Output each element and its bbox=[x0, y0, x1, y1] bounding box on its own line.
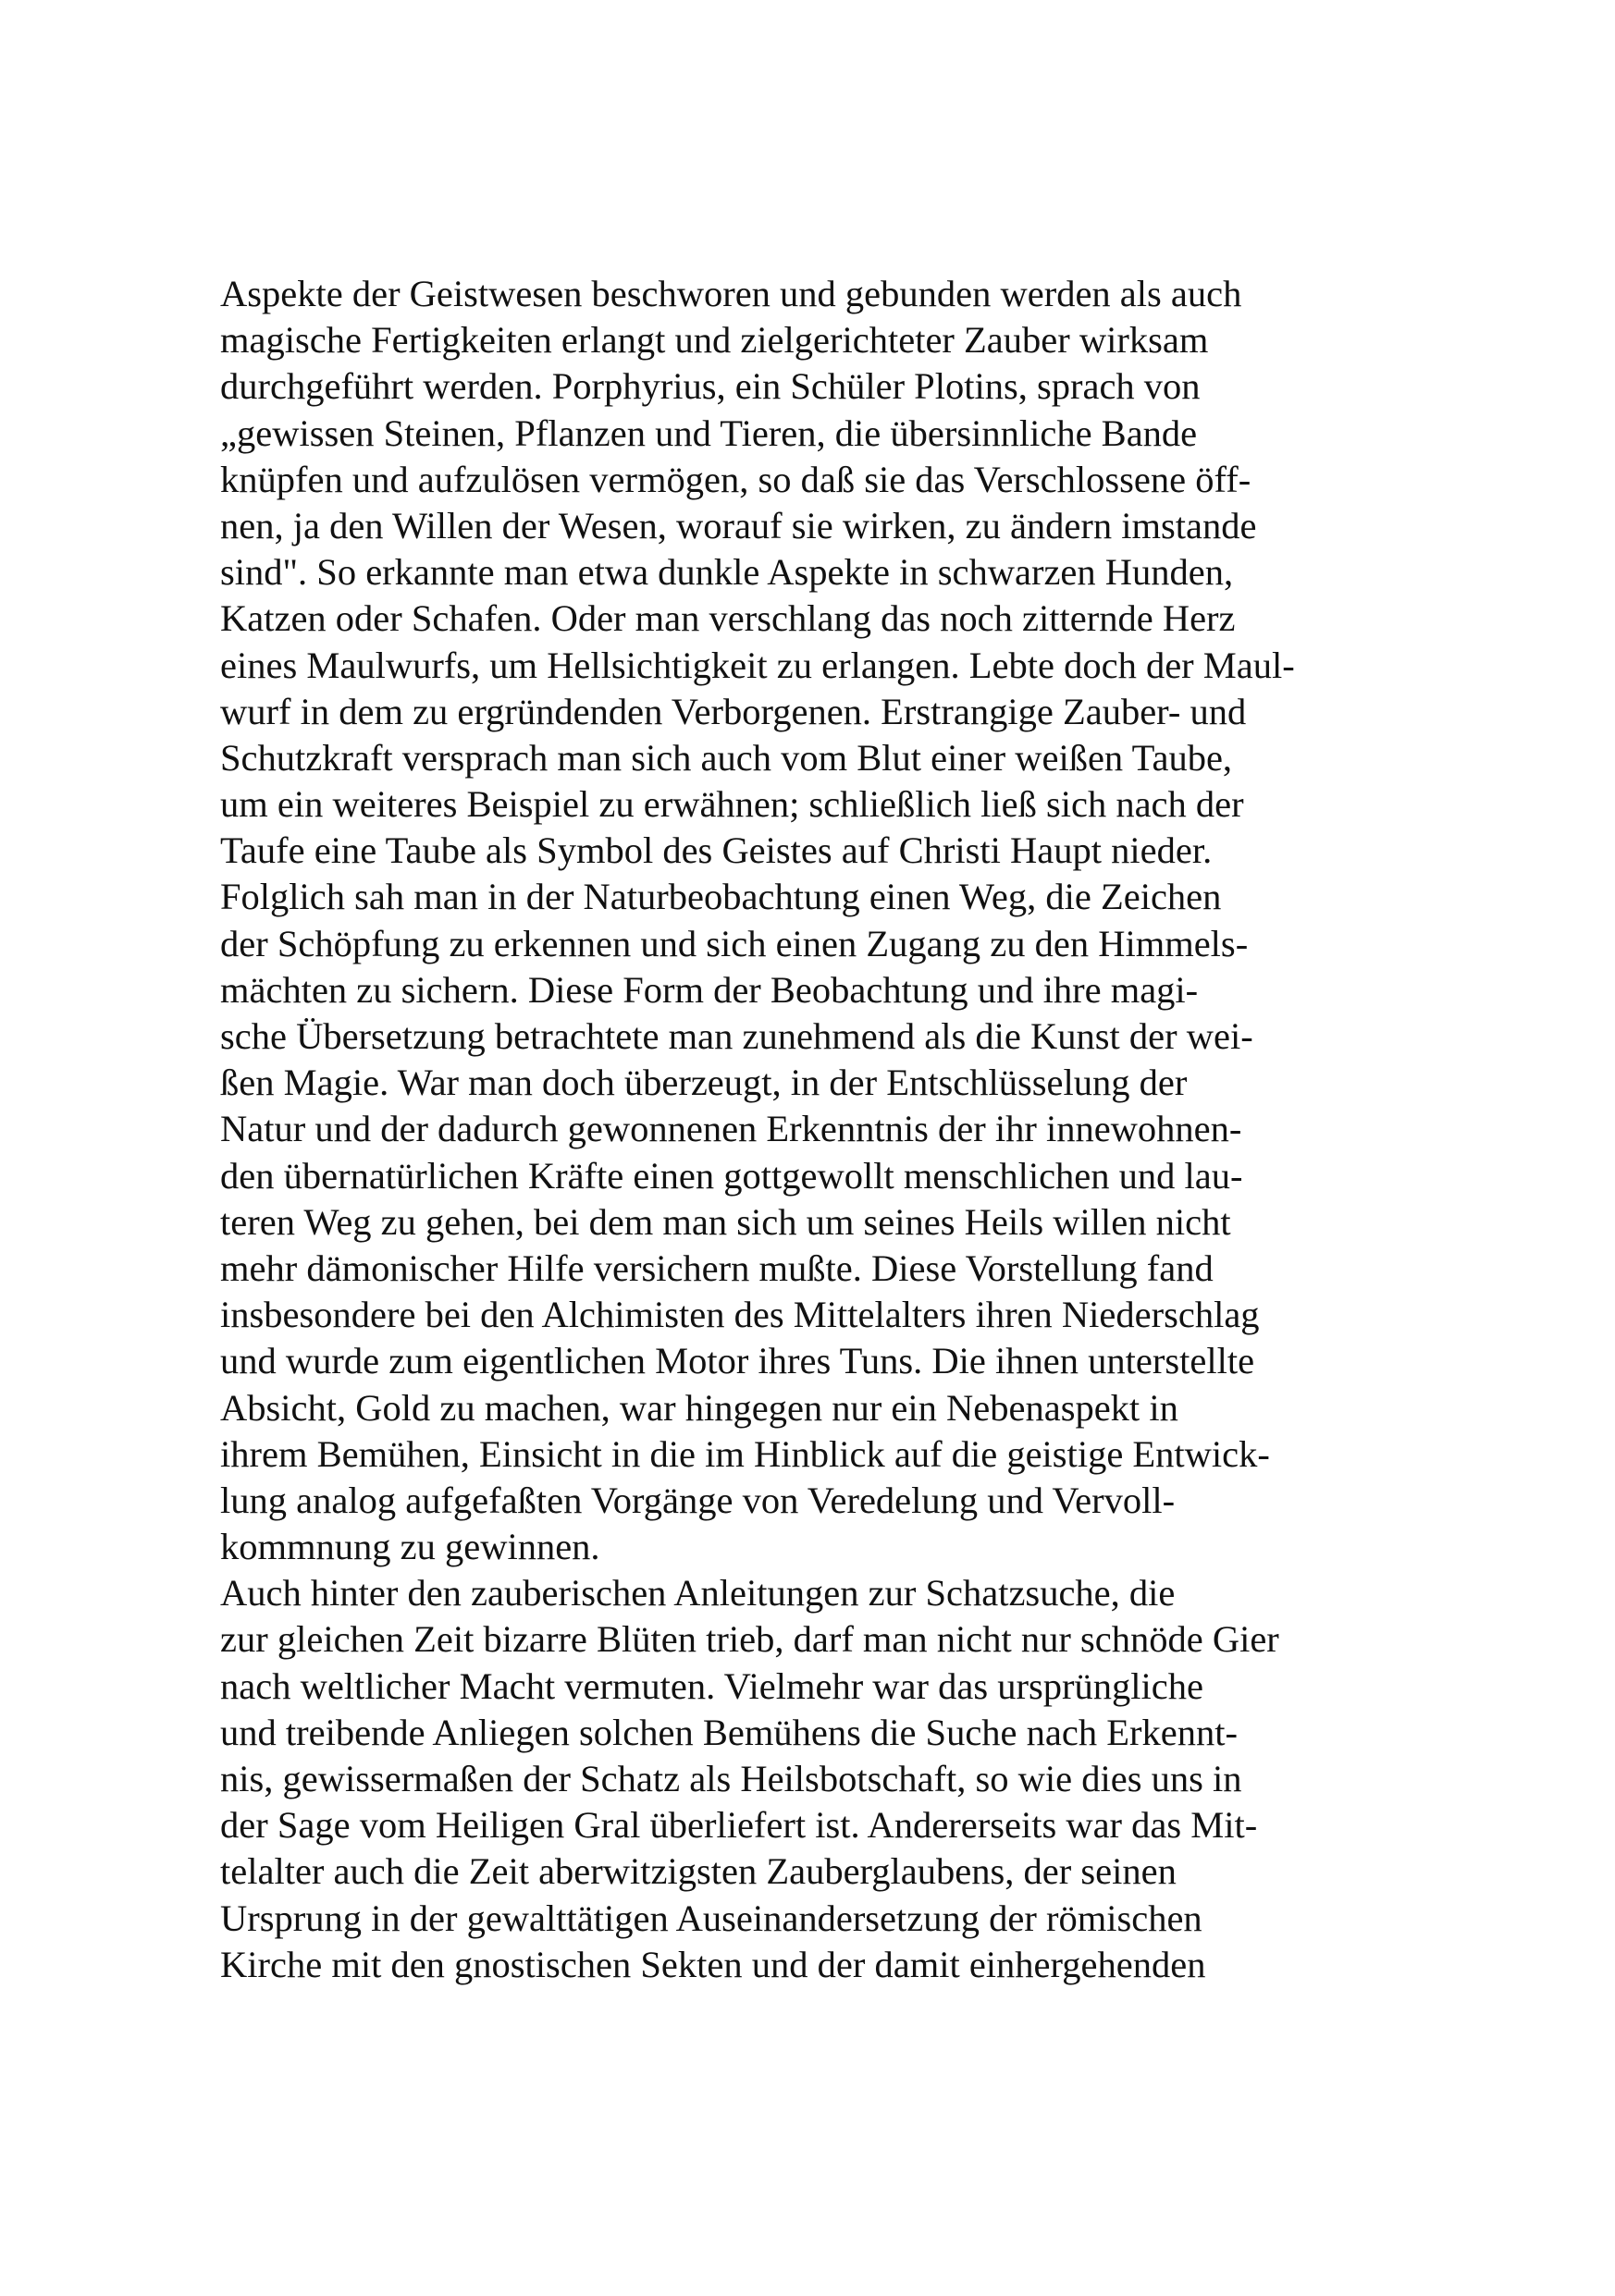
text-line: sind". So erkannte man etwa dunkle Aspekte in schwarzen Hunden, bbox=[220, 551, 1234, 594]
text-line: der Sage vom Heiligen Gral überliefert ist. Andererseits war das Mit- bbox=[220, 1804, 1258, 1847]
text-line: sche Übersetzung betrachtete man zunehmend als die Kunst der wei- bbox=[220, 1015, 1253, 1057]
text-line: und treibende Anliegen solchen Bemühens die Suche nach Erkennt- bbox=[220, 1711, 1238, 1753]
text-line: nen, ja den Willen der Wesen, worauf sie wirken, zu ändern imstande bbox=[220, 504, 1257, 546]
text-line: Natur und der dadurch gewonnenen Erkenntnis der ihr innewohnen- bbox=[220, 1108, 1242, 1150]
text-line: Auch hinter den zauberischen Anleitungen zur Schatzsuche, die bbox=[220, 1572, 1176, 1615]
body-text bbox=[220, 271, 1423, 1988]
text-line: ßen Magie. War man doch überzeugt, in der Entschlüsselung der bbox=[220, 1062, 1188, 1104]
text-line: kommnung zu gewinnen. bbox=[220, 1526, 600, 1568]
text-line: zur gleichen Zeit bizarre Blüten trieb, darf man nicht nur schnöde Gier bbox=[220, 1618, 1279, 1661]
text-line: Katzen oder Schafen. Oder man verschlang das noch zitternde Herz bbox=[220, 597, 1236, 640]
text-line: nis, gewissermaßen der Schatz als Heilsbotschaft, so wie dies uns in bbox=[220, 1758, 1242, 1799]
text-line: nach weltlicher Macht vermuten. Vielmehr war das ursprüngliche bbox=[220, 1664, 1203, 1707]
text-line: Absicht, Gold zu machen, war hingegen nur ein Nebenaspekt in bbox=[220, 1386, 1178, 1429]
text-line: Ursprung in der gewalttätigen Auseinandersetzung der römischen bbox=[220, 1897, 1202, 1939]
text-line: und wurde zum eigentlichen Motor ihres Tuns. Die ihnen unterstellte bbox=[220, 1340, 1255, 1382]
text-line: teren Weg zu gehen, bei dem man sich um seines Heils willen nicht bbox=[220, 1200, 1231, 1243]
text-line: mehr dämonischer Hilfe versichern mußte. Diese Vorstellung fand bbox=[220, 1246, 1214, 1289]
text-line: Taufe eine Taube als Symbol des Geistes auf Christi Haupt nieder. bbox=[220, 829, 1213, 872]
text-line: den übernatürlichen Kräfte einen gottgewollt menschlichen und lau- bbox=[220, 1154, 1243, 1197]
text-line: telalter auch die Zeit aberwitzigsten Zauberglaubens, der seinen bbox=[220, 1850, 1177, 1893]
text-line: Kirche mit den gnostischen Sekten und der damit einhergehenden bbox=[220, 1943, 1206, 1985]
text-line: Aspekte der Geistwesen beschworen und gebunden werden als auch bbox=[220, 273, 1242, 314]
text-line: ihrem Bemühen, Einsicht in die im Hinblick auf die geistige Entwick- bbox=[220, 1432, 1270, 1475]
text-line: lung analog aufgefaßten Vorgänge von Veredelung und Vervoll- bbox=[220, 1479, 1176, 1521]
text-line: wurf in dem zu ergründenden Verborgenen. Erstrangige Zauber- und bbox=[220, 690, 1247, 732]
text-line: Schutzkraft versprach man sich auch vom Blut einer weißen Taube, bbox=[220, 736, 1233, 779]
text-line: insbesondere bei den Alchimisten des Mittelalters ihren Niederschlag bbox=[220, 1294, 1260, 1336]
text-line: durchgeführt werden. Porphyrius, ein Schüler Plotins, sprach von bbox=[220, 365, 1201, 408]
text-line: mächten zu sichern. Diese Form der Beobachtung und ihre magi- bbox=[220, 968, 1199, 1011]
text-line: eines Maulwurfs, um Hellsichtigkeit zu erlangen. Lebte doch der Maul- bbox=[220, 644, 1295, 686]
text-line: der Schöpfung zu erkennen und sich einen Zugang zu den Himmels- bbox=[220, 922, 1249, 964]
text-line: „gewissen Steinen, Pflanzen und Tieren, die übersinnliche Bande bbox=[220, 411, 1198, 454]
text-line: knüpfen und aufzulösen vermögen, so daß sie das Verschlossene öff- bbox=[220, 458, 1251, 500]
text-line: um ein weiteres Beispiel zu erwähnen; schließlich ließ sich nach der bbox=[220, 783, 1244, 826]
text-line: magische Fertigkeiten erlangt und zielgerichteter Zauber wirksam bbox=[220, 319, 1209, 362]
text-line: Folglich sah man in der Naturbeobachtung einen Weg, die Zeichen bbox=[220, 876, 1222, 918]
